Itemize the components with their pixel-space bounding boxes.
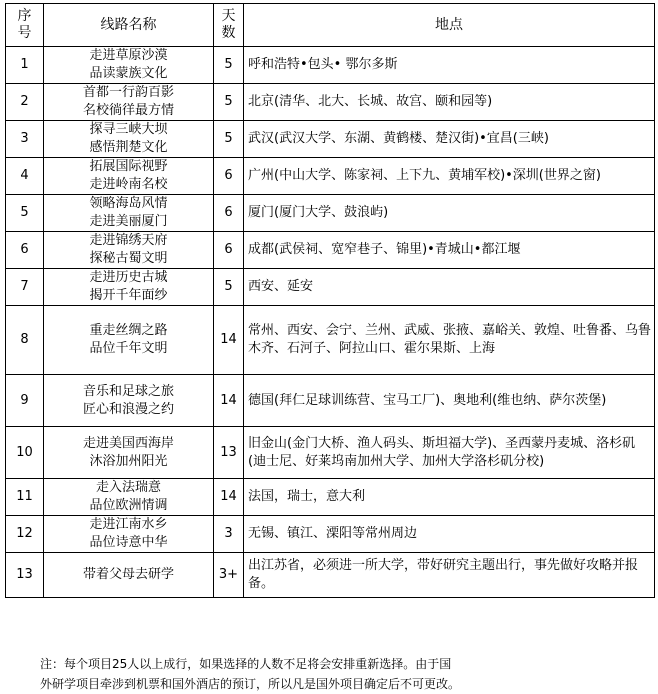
header-row bbox=[6, 4, 655, 47]
table-row bbox=[6, 232, 655, 269]
table-row bbox=[6, 269, 655, 306]
cell-num: 13 bbox=[6, 553, 44, 598]
cell-route-name bbox=[44, 84, 214, 121]
route-name-line: 音乐和足球之旅 bbox=[82, 383, 174, 399]
route-name-line: 品读蒙族文化 bbox=[89, 66, 168, 81]
table-row bbox=[6, 158, 655, 195]
header-name: 线路名称 bbox=[44, 4, 214, 47]
cell-route-name bbox=[44, 269, 214, 306]
cell-days: 3+ bbox=[214, 553, 244, 598]
cell-days: 5 bbox=[214, 121, 244, 158]
cell-num: 3 bbox=[6, 121, 44, 158]
route-name-line: 走进锦绣天府 bbox=[89, 233, 168, 248]
table-row bbox=[6, 121, 655, 158]
route-name-line: 品位诗意中华 bbox=[89, 535, 168, 550]
cell-places: 旧金山(金门大桥、渔人码头、斯坦福大学)、圣西蒙丹麦城、洛杉矶(迪士尼、好莱坞南加州大学、加州大学洛杉矶分校) bbox=[244, 427, 655, 479]
cell-places: 厦门(厦门大学、鼓浪屿) bbox=[244, 195, 655, 232]
cell-num: 8 bbox=[6, 306, 44, 375]
cell-route-name bbox=[44, 516, 214, 553]
cell-days: 5 bbox=[214, 84, 244, 121]
route-name-line: 带着父母去研学 bbox=[82, 567, 174, 582]
footnote-line-2: 外研学项目牵涉到机票和国外酒店的预订，所以凡是国外项目确定后不可更改。 bbox=[40, 677, 461, 691]
cell-route-name bbox=[44, 375, 214, 427]
cell-route-name bbox=[44, 158, 214, 195]
route-name-line: 揭开千年面纱 bbox=[89, 288, 168, 303]
route-name-line: 探秘古蜀文明 bbox=[89, 251, 168, 266]
cell-num: 12 bbox=[6, 516, 44, 553]
cell-days: 14 bbox=[214, 479, 244, 516]
cell-days: 6 bbox=[214, 232, 244, 269]
cell-days: 6 bbox=[214, 195, 244, 232]
cell-num: 2 bbox=[6, 84, 44, 121]
route-name-line: 拓展国际视野 bbox=[89, 159, 168, 174]
cell-num: 1 bbox=[6, 47, 44, 84]
cell-days: 3 bbox=[214, 516, 244, 553]
cell-route-name bbox=[44, 479, 214, 516]
route-name-line: 重走丝绸之路 bbox=[89, 323, 168, 338]
table-row bbox=[6, 479, 655, 516]
route-name-line: 匠心和浪漫之约 bbox=[82, 401, 174, 417]
route-name-line: 走进岭南名校 bbox=[89, 177, 168, 192]
footnote bbox=[40, 654, 600, 694]
header-places: 地点 bbox=[244, 4, 655, 47]
route-name-line: 沐浴加州阳光 bbox=[89, 453, 168, 469]
cell-days: 14 bbox=[214, 306, 244, 375]
cell-places: 德国(拜仁足球训练营、宝马工厂)、奥地利(维也纳、萨尔茨堡) bbox=[244, 375, 655, 427]
route-name-line: 首都一行韵百影 bbox=[82, 85, 174, 100]
cell-route-name bbox=[44, 195, 214, 232]
cell-route-name bbox=[44, 232, 214, 269]
table-row bbox=[6, 306, 655, 375]
table-row bbox=[6, 427, 655, 479]
cell-places: 无锡、镇江、溧阳等常州周边 bbox=[244, 516, 655, 553]
route-name-line: 领略海岛风情 bbox=[89, 196, 168, 211]
route-name-line: 走进草原沙漠 bbox=[89, 48, 168, 63]
cell-days: 5 bbox=[214, 47, 244, 84]
cell-places: 成都(武侯祠、宽窄巷子、锦里)•青城山•都江堰 bbox=[244, 232, 655, 269]
table-row bbox=[6, 47, 655, 84]
cell-route-name bbox=[44, 553, 214, 598]
route-name-line: 走进美国西海岸 bbox=[82, 435, 174, 451]
cell-days: 5 bbox=[214, 269, 244, 306]
header-num: 序号 bbox=[6, 4, 44, 47]
footnote-line-1: 注：每个项目25人以上成行，如果选择的人数不足将会安排重新选择。由于国 bbox=[40, 657, 452, 671]
cell-places: 出江苏省，必须进一所大学，带好研究主题出行，事先做好攻略并报备。 bbox=[244, 553, 655, 598]
cell-days: 14 bbox=[214, 375, 244, 427]
route-name-line: 探寻三峡大坝 bbox=[89, 122, 168, 137]
cell-places: 常州、西安、会宁、兰州、武威、张掖、嘉峪关、敦煌、吐鲁番、乌鲁木齐、石河子、阿拉山口、霍尔果斯、上海 bbox=[244, 306, 655, 375]
cell-places: 呼和浩特•包头• 鄂尔多斯 bbox=[244, 47, 655, 84]
cell-num: 4 bbox=[6, 158, 44, 195]
cell-days: 6 bbox=[214, 158, 244, 195]
cell-num: 9 bbox=[6, 375, 44, 427]
route-name-line: 品位欧洲情调 bbox=[89, 498, 168, 513]
cell-route-name bbox=[44, 306, 214, 375]
cell-route-name bbox=[44, 427, 214, 479]
cell-num: 5 bbox=[6, 195, 44, 232]
cell-places: 法国，瑞士，意大利 bbox=[244, 479, 655, 516]
cell-places: 西安、延安 bbox=[244, 269, 655, 306]
table-row bbox=[6, 516, 655, 553]
cell-num: 7 bbox=[6, 269, 44, 306]
cell-days: 13 bbox=[214, 427, 244, 479]
routes-table bbox=[5, 3, 655, 598]
route-name-line: 走入法瑞意 bbox=[95, 480, 161, 495]
cell-places: 北京(清华、北大、长城、故宫、颐和园等) bbox=[244, 84, 655, 121]
table-row bbox=[6, 553, 655, 598]
route-name-line: 品位千年文明 bbox=[89, 341, 168, 356]
table-row bbox=[6, 84, 655, 121]
cell-route-name bbox=[44, 47, 214, 84]
cell-places: 武汉(武汉大学、东湖、黄鹤楼、楚汉街)•宜昌(三峡) bbox=[244, 121, 655, 158]
cell-num: 6 bbox=[6, 232, 44, 269]
cell-num: 11 bbox=[6, 479, 44, 516]
route-name-line: 走进美丽厦门 bbox=[89, 214, 168, 229]
route-name-line: 感悟荆楚文化 bbox=[89, 140, 168, 155]
route-name-line: 走进江南水乡 bbox=[89, 517, 168, 532]
cell-places: 广州(中山大学、陈家祠、上下九、黄埔军校)•深圳(世界之窗) bbox=[244, 158, 655, 195]
table-row bbox=[6, 195, 655, 232]
cell-route-name bbox=[44, 121, 214, 158]
route-name-line: 名校徜徉最方情 bbox=[82, 103, 174, 118]
route-name-line: 走进历史古城 bbox=[89, 270, 168, 285]
cell-num: 10 bbox=[6, 427, 44, 479]
header-days: 天数 bbox=[214, 4, 244, 47]
table-row bbox=[6, 375, 655, 427]
